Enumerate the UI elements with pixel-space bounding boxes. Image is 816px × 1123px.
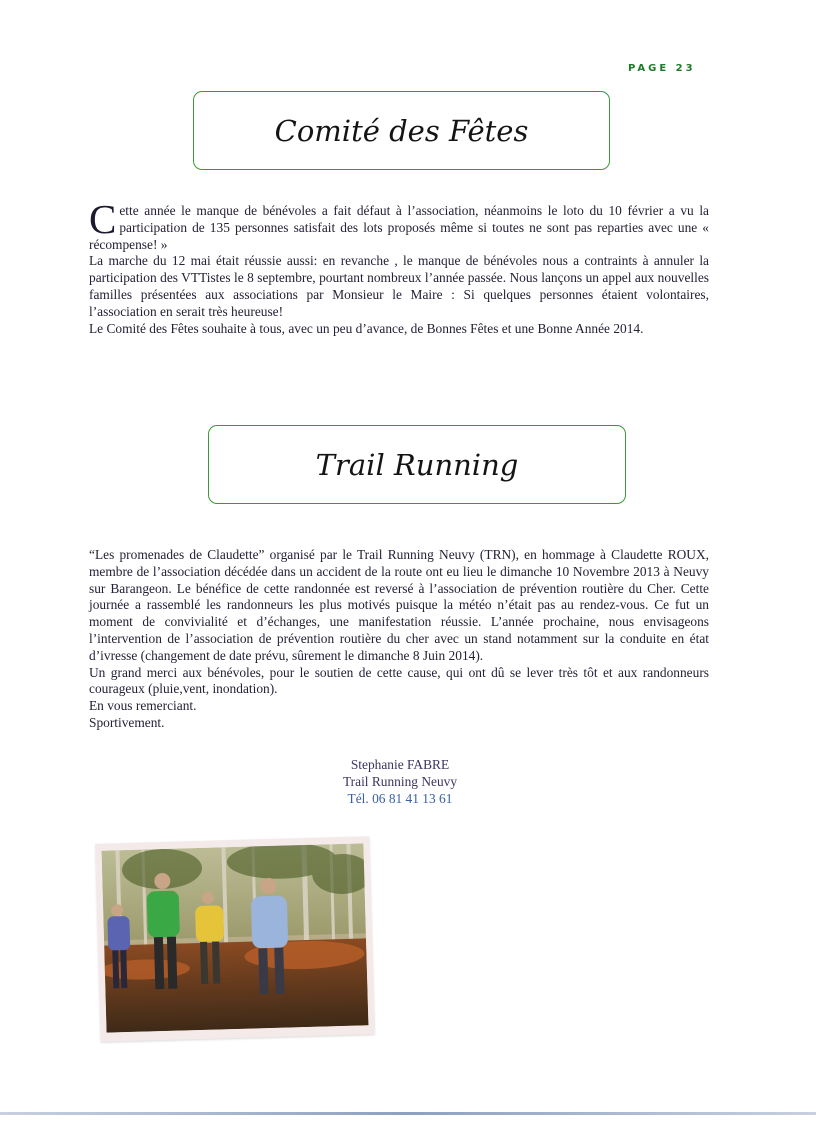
trail-paragraph-1: “Les promenades de Claudette” organisé par le Trail Running Neuvy (TRN), en hommage à Claudette ROUX, membre de l’association décédée dans un accident de la route ont eu lieu le dimanche 10 Novembre 2013 à Neuvy sur Barangeon. Le bénéfice de cette randonnée est reversé à l’association de prévention routière du Cher. Cette journée a rassemblé les randonneurs les plus motivés puisque la météo n’était pas au rendez-vous. Ce fut un moment de convivialité et d’échanges, une manifestation réussie. L’année prochaine, nous envisageons l’intervention de l’association de prévention routière du cher avec un stand notamment sur la conduite en état d’ivresse (changement de date prévu, sûrement le dimanche 8 Juin 2014). (89, 547, 709, 663)
signature-phone: Tél. 06 81 41 13 61 (347, 790, 453, 806)
hikers-photo-image (101, 843, 368, 1032)
signature-name: Stephanie FABRE (350, 757, 450, 772)
section-title-comite: Comité des Fêtes (274, 113, 529, 148)
section-title-box-comite (193, 91, 610, 170)
comite-paragraph-1-text: ette année le manque de bénévoles a fait défaut à l’association, néanmoins le loto du 10 février a vu la participation de 135 personnes satisfait des lots proposés même si toutes ne sont pas reparties avec une « récompense! » (89, 203, 709, 252)
trail-paragraph-3: En vous remerciant. (89, 698, 197, 714)
drop-cap: C (89, 196, 117, 242)
comite-paragraph-2: La marche du 12 mai était réussie aussi: en revanche , le manque de bénévoles nous a contraints à annuler la participation des VTTistes le 8 septembre, pourtant nombreux l’année passée. Nous lançons un appel aux nouvelles familles présentées aux associations par Monsieur le Maire : Si quelques personnes étaient volontaires, l’association en serait très heureuse! (89, 253, 709, 319)
page-number: PAGE 23 (628, 63, 696, 74)
section-title-box-trail (208, 425, 626, 504)
comite-paragraph-3: Le Comité des Fêtes souhaite à tous, avec un peu d’avance, de Bonnes Fêtes et une Bonne Année 2014. (89, 320, 644, 336)
section-title-trail: Trail Running (315, 447, 519, 482)
hikers-photo (95, 836, 374, 1042)
comite-article (89, 196, 709, 337)
bottom-divider (0, 1112, 816, 1115)
trail-paragraph-2: Un grand merci aux bénévoles, pour le soutien de cette cause, qui ont dû se lever très tôt et aux randonneurs courageux (pluie,vent, inondation). (89, 664, 709, 697)
comite-paragraph-1 (89, 196, 709, 253)
signature-org: Trail Running Neuvy (342, 773, 458, 789)
signature-block (290, 757, 510, 807)
trail-article (89, 547, 709, 732)
trail-paragraph-4: Sportivement. (89, 714, 165, 730)
